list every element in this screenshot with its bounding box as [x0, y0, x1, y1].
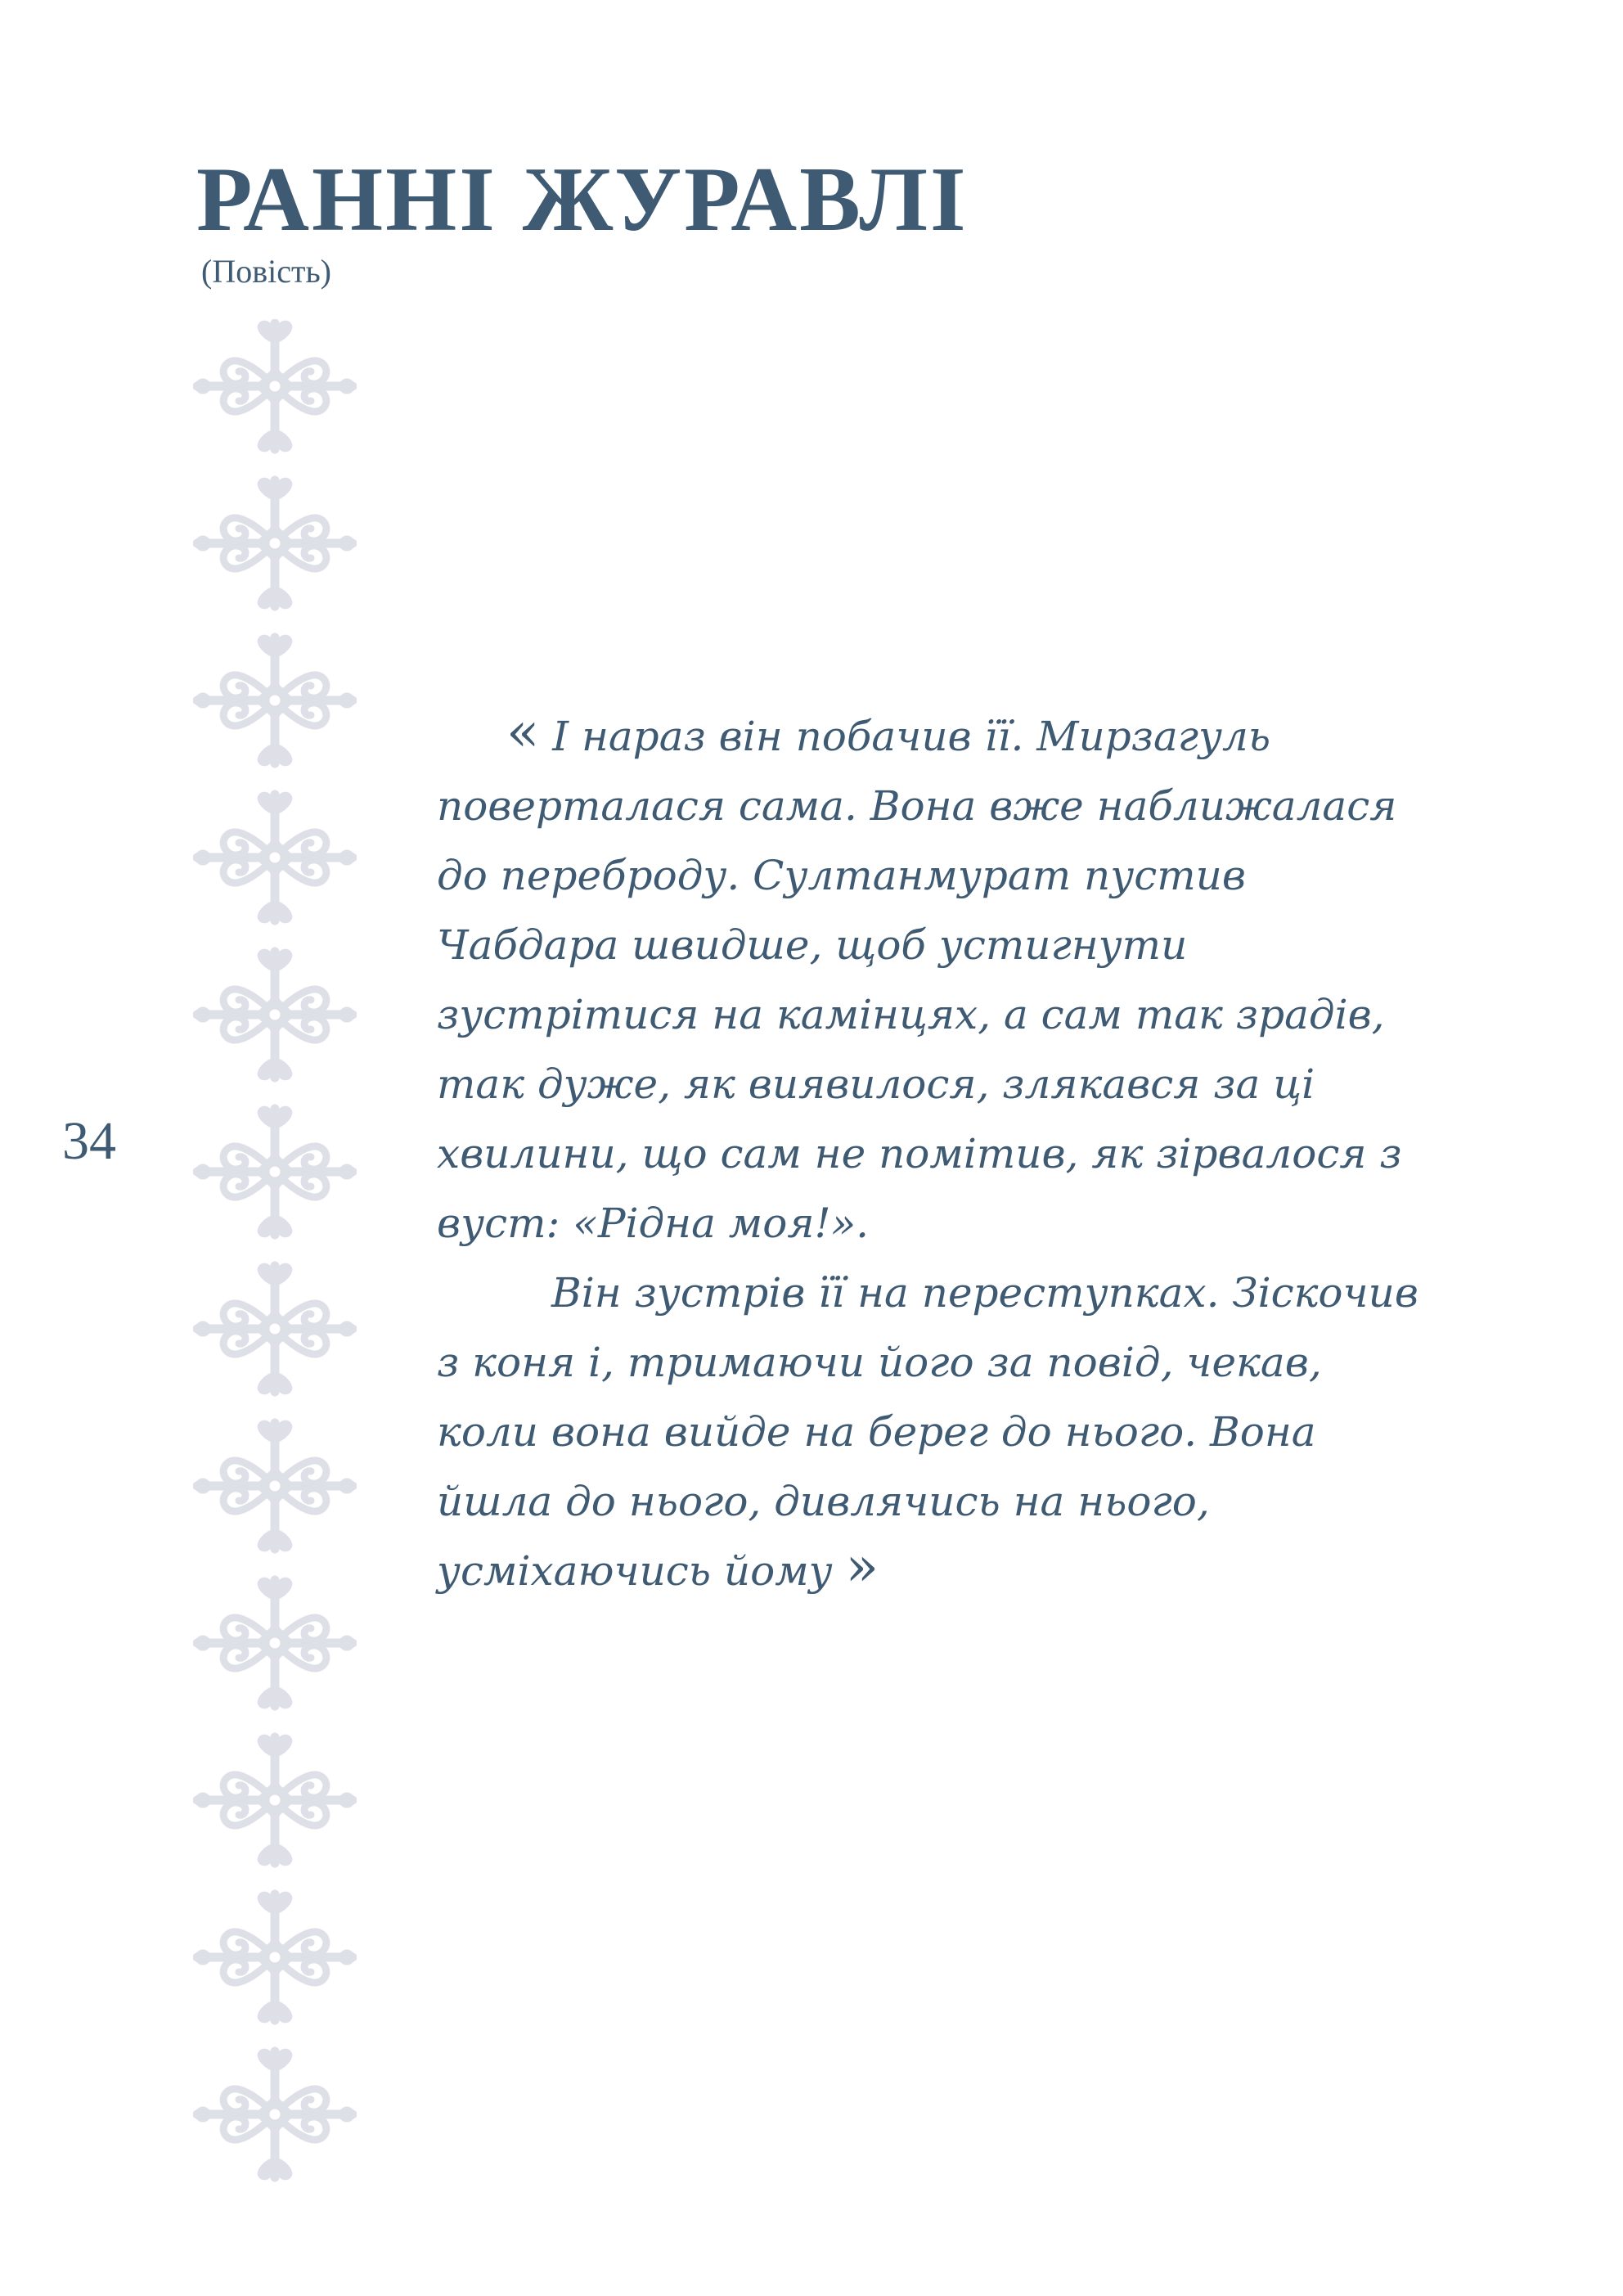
quote-paragraph	[437, 1258, 1435, 1606]
ornament-motif	[193, 1576, 357, 1710]
ornament-motif	[193, 1105, 357, 1239]
ornament-motif	[193, 633, 357, 768]
ornament-motif	[193, 476, 357, 610]
close-quote-mark: »	[845, 1535, 879, 1598]
quote-block	[437, 702, 1435, 1606]
ornament-motif	[193, 948, 357, 1082]
ornament-column	[193, 319, 357, 2193]
ornament-motif	[193, 790, 357, 925]
ornament-motif	[193, 1890, 357, 2024]
quote-paragraph-text: І нараз він побачив її. Мирзагуль поверталася сама. Вона вже наближалася до переброду. Султанмурат пустив Чабдара швидше, щоб устигнути зустрітися на камінцях, а сам так зрадів, так дуже, як виявилося, злякався за ці хвилини, що сам не помітив, як зірвалося з вуст: «Рідна моя!».	[437, 713, 1402, 1247]
ornament-motif	[193, 319, 357, 453]
page-number: 34	[62, 1111, 116, 1171]
page-subtitle: (Повість)	[201, 253, 332, 290]
kyrgyz-ornament-icon	[193, 319, 357, 2193]
open-quote-mark: «	[506, 700, 540, 763]
quote-paragraph	[437, 702, 1435, 1258]
ornament-motif	[193, 1262, 357, 1396]
quote-paragraph-text: Він зустрів її на переступках. Зіскочив з коня і, тримаючи його за повід, чекав, коли вона вийде на берег до нього. Вона йшла до нього, дивлячись на нього, усміхаючись йому	[437, 1269, 1418, 1595]
ornament-motif	[193, 1733, 357, 1867]
page-title: РАННІ ЖУРАВЛІ	[196, 149, 969, 250]
ornament-motif	[193, 2047, 357, 2181]
ornament-motif	[193, 1419, 357, 1553]
